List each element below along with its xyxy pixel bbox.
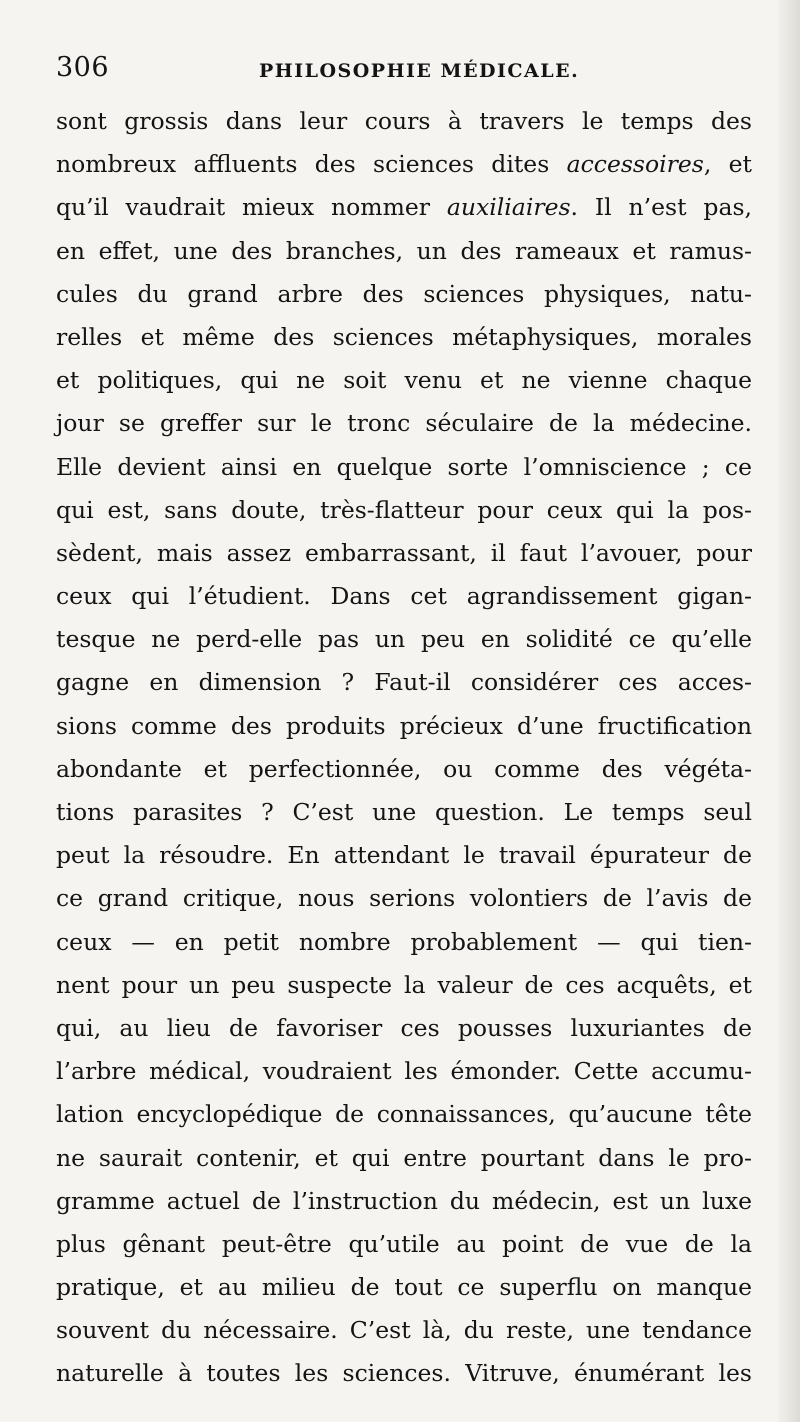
text-line <box>56 748 752 791</box>
text-line <box>56 877 752 920</box>
text-run: naturelle à toutes les sciences. Vitruve, énumérant les <box>56 1359 752 1388</box>
text-line <box>56 705 752 748</box>
text-line <box>56 1266 752 1309</box>
text-line <box>56 618 752 661</box>
text-run: abondante et perfectionnée, ou comme des végéta- <box>56 754 752 783</box>
text-run: et politiques, qui ne soit venu et ne vienne chaque <box>56 366 752 395</box>
text-run: qu’il vaudrait mieux nommer <box>56 193 447 222</box>
text-line <box>56 1050 752 1093</box>
text-line <box>56 921 752 964</box>
text-line <box>56 1309 752 1352</box>
text-line <box>56 489 752 532</box>
text-line <box>56 359 752 402</box>
text-run: l’arbre médical, voudraient les émonder. Cette accumu- <box>56 1057 752 1086</box>
text-run: nent pour un peu suspecte la valeur de ces acquêts, et <box>56 970 752 999</box>
text-line <box>56 446 752 489</box>
text-run: ceux — en petit nombre probablement — qui tien- <box>56 927 752 956</box>
text-run: lation encyclopédique de connaissances, qu’aucune tête <box>56 1100 752 1129</box>
text-line <box>56 402 752 445</box>
text-run: sèdent, mais assez embarrassant, il faut l’avouer, pour <box>56 538 752 567</box>
text-run: qui est, sans doute, très-flatteur pour ceux qui la pos- <box>56 495 752 524</box>
text-run: plus gênant peut-être qu’utile au point de vue de la <box>56 1229 752 1258</box>
text-run: pratique, et au milieu de tout ce superflu on manque <box>56 1273 752 1302</box>
text-line <box>56 1180 752 1223</box>
text-line <box>56 186 752 229</box>
text-run: souvent du nécessaire. C’est là, du reste, une tendance <box>56 1316 752 1345</box>
text-run: nombreux affluents des sciences dites <box>56 150 567 179</box>
text-run: jour se greffer sur le tronc séculaire de la médecine. <box>56 409 752 438</box>
text-run: qui, au lieu de favoriser ces pousses luxuriantes de <box>56 1013 752 1042</box>
text-line <box>56 230 752 273</box>
text-line <box>56 1223 752 1266</box>
text-line <box>56 1093 752 1136</box>
text-line <box>56 834 752 877</box>
body-text <box>56 100 752 1396</box>
text-run: peut la résoudre. En attendant le travail épurateur de <box>56 841 752 870</box>
text-run: Elle devient ainsi en quelque sorte l’omniscience ; ce <box>56 452 752 481</box>
text-run: tions parasites ? C’est une question. Le temps seul <box>56 798 752 826</box>
text-run: tesque ne perd-elle pas un peu en solidité ce qu’elle <box>56 625 752 654</box>
text-line <box>56 964 752 1007</box>
text-line <box>56 316 752 359</box>
text-line <box>56 661 752 704</box>
text-line <box>56 1007 752 1050</box>
text-line <box>56 1137 752 1180</box>
italic-word: auxiliaires <box>446 193 571 222</box>
text-run: gramme actuel de l’instruction du médecin, est un luxe <box>56 1186 752 1215</box>
text-run: gagne en dimension ? Faut-il considérer ces acces- <box>56 668 752 697</box>
text-run: . Il n’est pas, <box>570 193 752 222</box>
text-line <box>56 1352 752 1395</box>
text-run: cules du grand arbre des sciences physiques, natu- <box>56 279 752 308</box>
running-header <box>56 48 746 94</box>
text-run: ce grand critique, nous serions volontiers de l’avis de <box>56 884 752 913</box>
text-run: sions comme des produits précieux d’une fructification <box>56 711 752 740</box>
text-line <box>56 143 752 186</box>
page-edge-shadow <box>778 0 800 1422</box>
text-line <box>56 273 752 316</box>
text-line <box>56 532 752 575</box>
text-run: , et <box>703 150 752 179</box>
text-run: sont grossis dans leur cours à travers le temps des <box>56 107 752 135</box>
text-line <box>56 575 752 618</box>
text-line <box>56 100 752 143</box>
text-line <box>56 791 752 834</box>
italic-word: accessoires <box>566 150 704 179</box>
text-run: ceux qui l’étudient. Dans cet agrandissement gigan- <box>56 582 752 611</box>
text-run: relles et même des sciences métaphysiques, morales <box>56 322 752 351</box>
running-title: PHILOSOPHIE MÉDICALE. <box>259 60 580 82</box>
page-number: 306 <box>56 52 110 83</box>
text-run: en effet, une des branches, un des rameaux et ramus- <box>56 236 752 265</box>
text-run: ne saurait contenir, et qui entre pourtant dans le pro- <box>56 1143 752 1172</box>
